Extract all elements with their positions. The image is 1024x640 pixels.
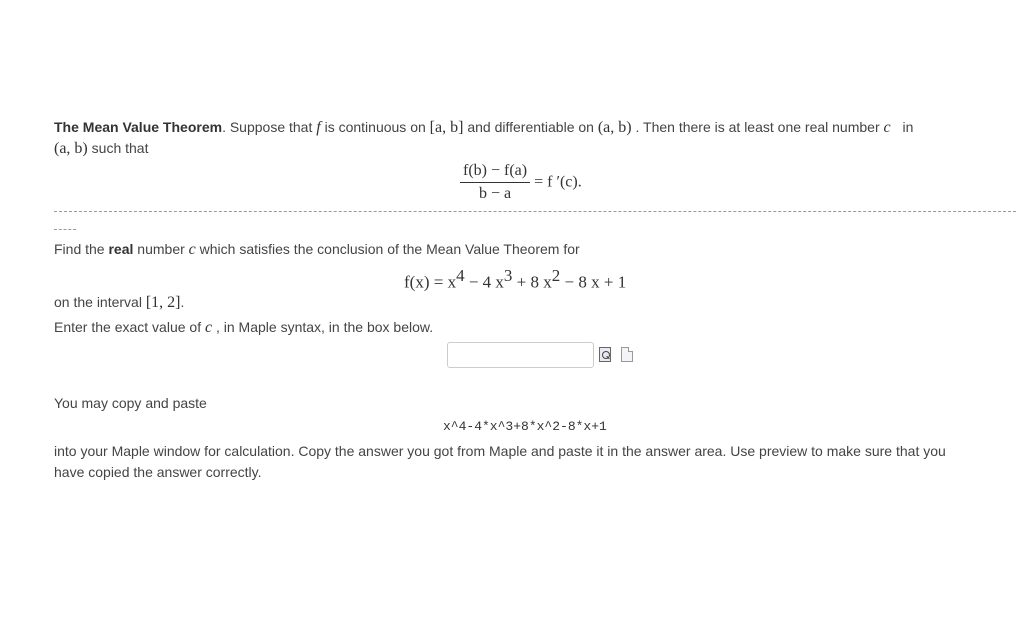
answer-input[interactable] [447, 342, 594, 368]
mvt-formula [460, 162, 582, 203]
fraction-numerator: f(b) − f(a) [460, 162, 530, 183]
copy-intro: You may copy and paste [54, 395, 207, 411]
mvt-fraction [460, 162, 530, 203]
copy-instruction-1: into your Maple window for calculation. Copy the answer you got from Maple and paste it in the answer area. Use preview to make sure that you [54, 443, 946, 459]
problem-line: Find the real number c which satisfies the conclusion of the Mean Value Theorem for [54, 241, 580, 258]
theorem-title: The Mean Value Theorem [54, 119, 223, 135]
theorem-line-2: (a, b) such that [54, 140, 149, 157]
preview-icon[interactable] [599, 347, 611, 362]
copy-instruction-2: have copied the answer correctly. [54, 464, 262, 480]
interval-line: on the interval [1, 2]. [54, 294, 185, 311]
fraction-denominator: b − a [478, 185, 512, 202]
theorem-line-1: The Mean Value Theorem. Suppose that f is continuous on [a, b] and differentiable on (a, b) . Then there is at least one real number c in [54, 119, 914, 136]
help-icon[interactable] [621, 347, 633, 362]
function-formula: $f(x) = x^4 - 4$ $x^3 + 8$ $x^2 - 8$ x + 1 [404, 266, 627, 292]
fraction-rhs: = f ′(c). [534, 173, 582, 191]
section-divider [54, 211, 1016, 212]
short-divider [54, 229, 76, 230]
instruction-line: Enter the exact value of c , in Maple syntax, in the box below. [54, 319, 434, 336]
maple-code: x^4-4*x^3+8*x^2-8*x+1 [443, 419, 607, 434]
